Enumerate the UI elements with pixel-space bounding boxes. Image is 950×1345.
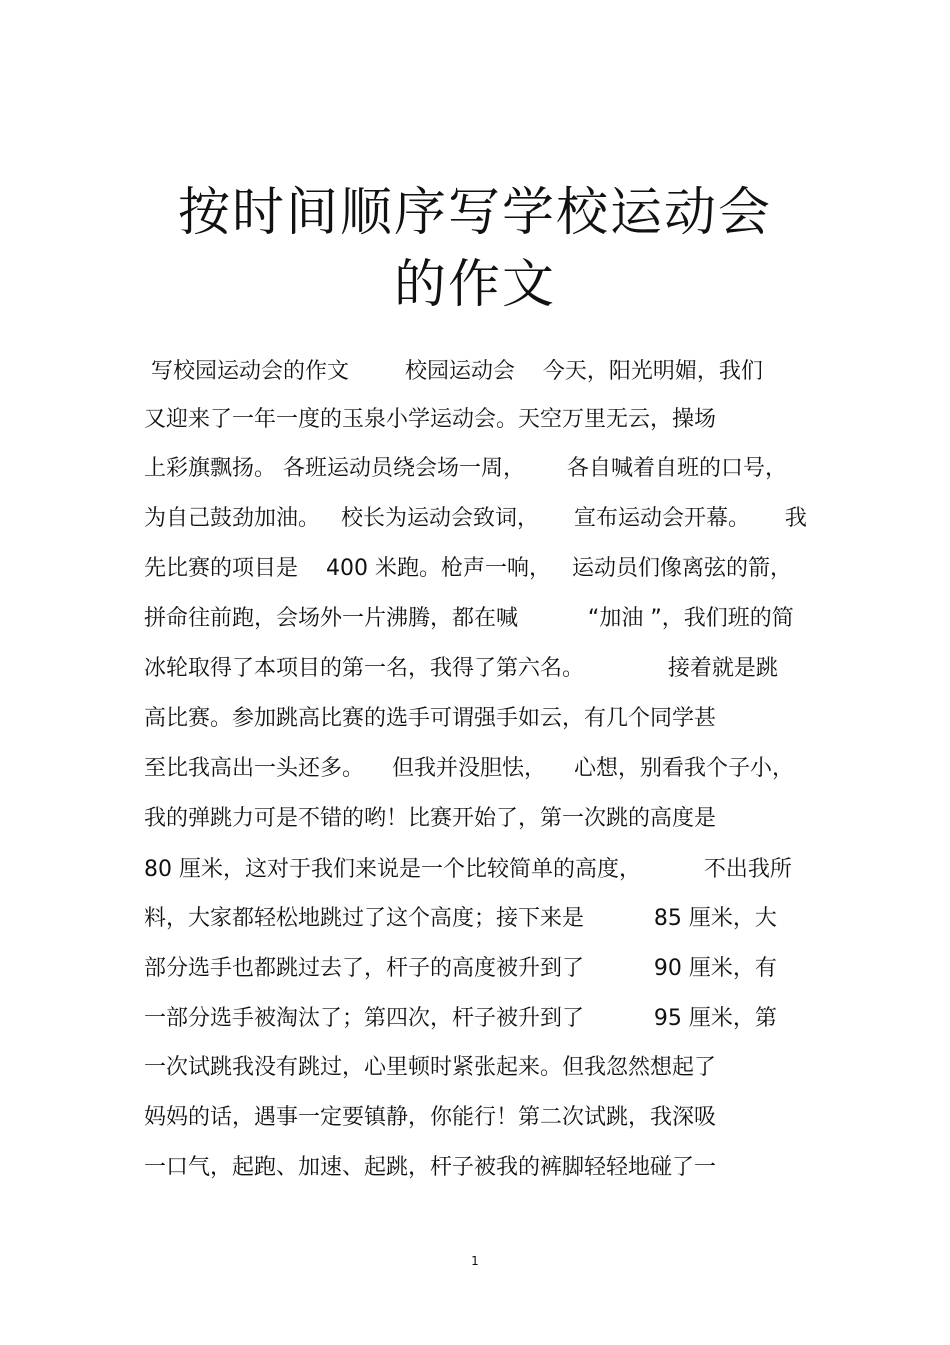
- body-line: 高比赛。参加跳高比赛的选手可谓强手如云，有几个同学甚: [144, 706, 717, 731]
- body-line: 先比赛的项目是 400 米跑。枪声一响， 运动员们像离弦的箭，: [144, 556, 792, 581]
- body-line: 拼命往前跑，会场外一片沸腾，都在喊 “加油 ”，我们班的简: [144, 606, 794, 631]
- body-line: 又迎来了一年一度的玉泉小学运动会。天空万里无云，操场: [144, 407, 717, 432]
- document-title-line-2: 的作文: [393, 255, 556, 315]
- body-line: 妈妈的话，遇事一定要镇静，你能行！第二次试跳，我深吸: [144, 1105, 717, 1130]
- body-line: 部分选手也都跳过去了，杆子的高度被升到了 90 厘米，有: [144, 956, 777, 981]
- page-number: 1: [471, 1254, 479, 1268]
- body-line: 至比我高出一头还多。 但我并没胆怯， 心想，别看我个子小，: [144, 756, 794, 781]
- body-line: 冰轮取得了本项目的第一名，我得了第六名。 接着就是跳: [144, 656, 778, 681]
- body-line: 一次试跳我没有跳过，心里顿时紧张起来。但我忽然想起了: [144, 1055, 717, 1080]
- body-line: 一口气，起跑、加速、起跳，杆子被我的裤脚轻轻地碰了一: [144, 1155, 717, 1180]
- body-line: 一部分选手被淘汰了；第四次，杆子被升到了 95 厘米，第: [144, 1006, 777, 1031]
- body-line: 我的弹跳力可是不错的哟！比赛开始了，第一次跳的高度是: [144, 806, 717, 831]
- body-line: 上彩旗飘扬。 各班运动员绕会场一周， 各自喊着自班的口号，: [144, 456, 787, 481]
- body-line: 80 厘米，这对于我们来说是一个比较简单的高度， 不出我所: [144, 857, 792, 882]
- body-line: 料，大家都轻松地跳过了这个高度；接下来是 85 厘米，大: [144, 906, 777, 931]
- body-line: 写校园运动会的作文 校园运动会 今天，阳光明媚，我们: [144, 359, 763, 384]
- body-line: 为自己鼓劲加油。 校长为运动会致词， 宣布运动会开幕。 我: [144, 506, 807, 531]
- document-title-line-1: 按时间顺序写学校运动会: [177, 183, 772, 243]
